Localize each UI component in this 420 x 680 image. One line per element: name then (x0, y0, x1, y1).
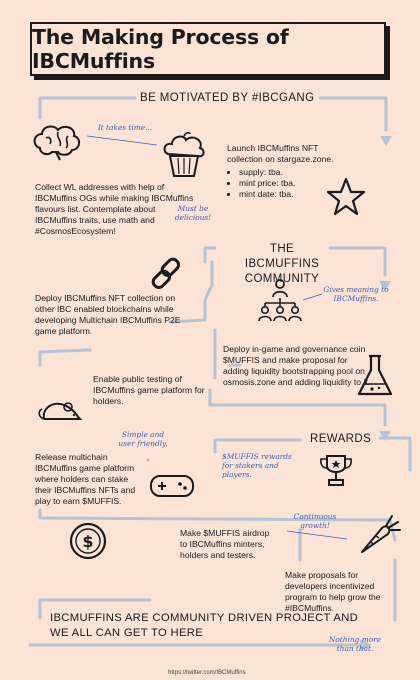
final-statement: IBCMUFFINS ARE COMMUNITY DRIVEN PROJECT AND WE ALL CAN GET TO HERE (50, 612, 359, 639)
note-growth: Continuous growth! (293, 512, 337, 530)
note-meaning-arrow (300, 292, 324, 304)
step-deploy-chains: Deploy IBCMuffins NFT collection on other IBC enabled blockchains while developing Multichain IBCMuffins P2E game platform. (35, 293, 181, 336)
community-icon (255, 277, 305, 323)
launch-specs-list (227, 167, 337, 200)
cupcake-icon (158, 130, 210, 182)
launch-spec-price: • mint price: tba. (239, 178, 337, 189)
note-takes-time: It takes time... (97, 123, 153, 132)
footer-twitter-link[interactable]: https://twitter.com/IBCMuffins (168, 670, 246, 676)
note-simple: Simple and user friendly. (118, 430, 168, 448)
note-takes-time-arrow (82, 130, 162, 150)
carrot-icon (358, 512, 402, 556)
step-collect-wl: Collect WL addresses with help of IBCMuffins OGs while making IBCMuffins flavours list. Contemplate about IBCMuffins traits, use math and #CosmosEcosystem! (35, 182, 194, 236)
note-rewards: $MUFFIS rewards for stakers and players. (222, 452, 292, 479)
launch-spec-supply: • supply: tba. (239, 167, 337, 178)
note-meaning: Gives meaning to IBCMuffins. (323, 285, 389, 303)
flask-icon (355, 352, 395, 400)
chain-link-icon (148, 255, 184, 291)
note-nothing-more: Nothing more than that. (328, 635, 382, 653)
step-deploy-coin: Deploy in-game and governance coin $MUFFIS and make proposal for adding liquidity bootstrapping pool on osmosis.zone and adding liquidity to it. (223, 344, 371, 387)
step-public-testing: Enable public testing of IBCMuffins game platform for holders. (93, 374, 205, 406)
step-airdrop: Make $MUFFIS airdrop to IBCMuffins minters, holders and testers. (180, 528, 270, 560)
step-release-game: Release multichain IBCMuffins game platform where holders can stake their IBCMuffins NFTs and play to earn $MUFFIS. (35, 452, 136, 506)
page-title: The Making Process of IBCMuffins (32, 25, 289, 73)
dollar-coin-icon (68, 521, 108, 561)
mouse-icon (36, 393, 84, 425)
step-launch-nft-text: Launch IBCMuffins NFT collection on stargaze.zone. (227, 143, 334, 164)
section-heading-community: THE IBCMUFFINS COMMUNITY (244, 243, 320, 285)
step-proposals: Make proposals for developers incentivized program to help grow the #IBCMuffins. (285, 570, 381, 613)
star-icon (325, 176, 367, 218)
gamepad-icon (148, 470, 196, 500)
note-delicious: Must be delicious! (174, 204, 212, 222)
section-heading-motivated: BE MOTIVATED BY #IBCGANG (140, 92, 315, 104)
title-box (30, 22, 386, 76)
trophy-icon (316, 452, 356, 492)
section-heading-rewards: REWARDS (310, 433, 372, 445)
launch-spec-date: • mint date: tba. (239, 189, 337, 200)
svg-text:$: $ (82, 532, 94, 551)
brain-icon (30, 122, 82, 162)
step-launch-nft (227, 143, 337, 200)
note-growth-arrow (285, 525, 355, 545)
